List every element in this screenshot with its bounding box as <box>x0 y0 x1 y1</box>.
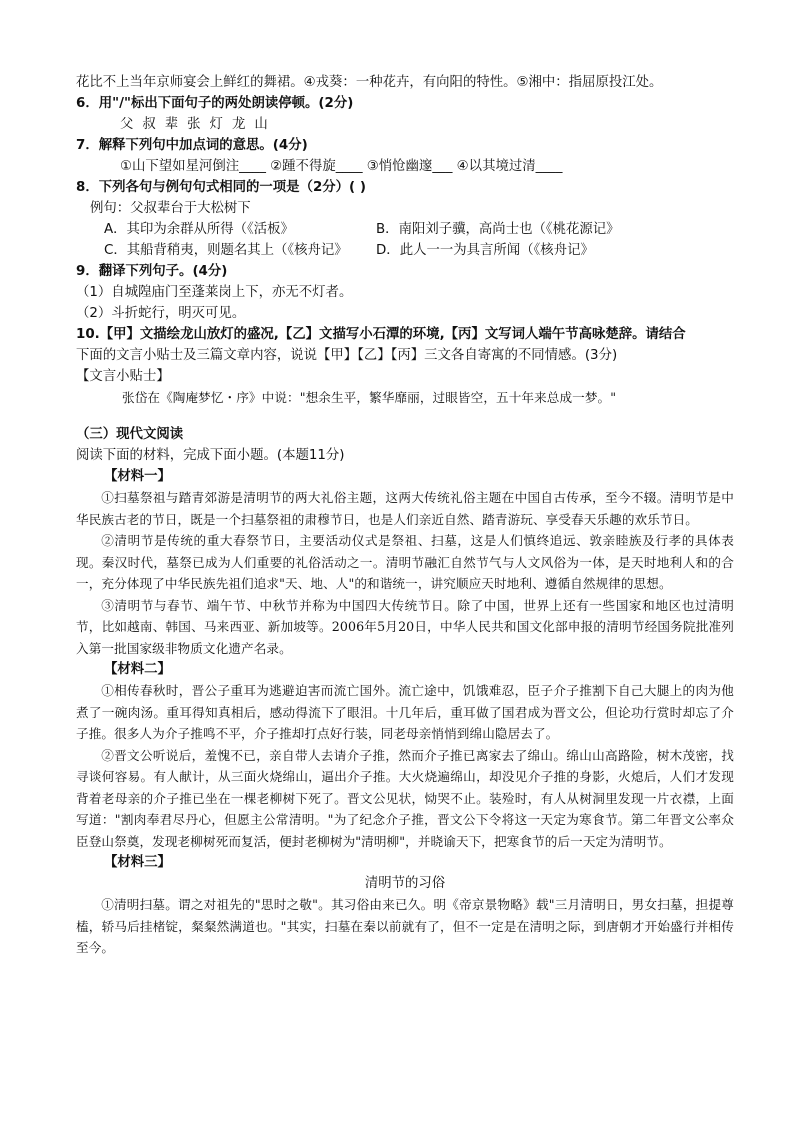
material-1-title: 【材料一】 <box>104 469 171 484</box>
question-9: 9．翻译下列句子。(4分) <box>76 264 228 279</box>
material-2-para-2: ②晋文公听说后，羞愧不已，亲自带人去请介子推，然而介子推已离家去了绵山。绵山山高路险，树木茂密，找寻谈何容易。有人献计，从三面火烧绵山，逼出介子推。大火烧遍绵山，却没见介子推的身影，火熄后，人们才发现背着老母亲的介子推已坐在一棵老柳树下死了。晋文公见状，恸哭不止。装殓时，有人从树洞里发现一片衣襟，上面写道："割肉奉君尽丹心，但愿主公常清明。"为了纪念介子推，晋文公下令将这一天定为寒食节。第二年晋文公率众臣登山祭奠，发现老柳树死而复活，便封老柳树为"清明柳"，并晓谕天下，把寒食节的后一天定为清明节。 <box>76 747 734 849</box>
question-8: 8．下列各句与例句句式相同的一项是（2分）( ) <box>76 180 366 195</box>
material-1-para-3: ③清明节与春节、端午节、中秋节并称为中国四大传统节日。除了中国，世界上还有一些国家和地区也过清明节，比如越南、韩国、马来西亚、新加坡等。2006年5月20日，中华人民共和国文化部申报的清明节经国务院批准列入第一批国家级非物质文化遗产名录。 <box>76 597 734 656</box>
question-8-options-row2 <box>76 240 734 261</box>
tip-text: 张岱在《陶庵梦忆・序》中说："想余生平，繁华靡丽，过眼皆空，五十年来总成一梦。" <box>122 390 617 405</box>
option-a: A．其印为余群从所得（《活板》 <box>104 222 294 237</box>
material-3-para-1: ①清明扫墓。谓之对祖先的"思时之敬"。其习俗由来已久。明《帝京景物略》载"三月清明日，男女扫墓，担提尊榼，轿马后挂楮锭，粲粲然满道也。"其实，扫墓在秦以前就有了，但不一定是在清明之际，到唐朝才开始盛行并相传至今。 <box>76 897 734 955</box>
question-8-example: 例句：父叔辈台于大松树下 <box>90 201 251 216</box>
material-3-heading: 清明节的习俗 <box>364 876 446 891</box>
question-8-options-row1 <box>76 219 734 240</box>
question-7-items: ①山下望如星河倒注____ ②踵不得旋____ ③悄怆幽邃___ ④以其境过清____ <box>120 159 563 174</box>
question-6: 6．用"/"标出下面句子的两处朗读停顿。(2分) <box>76 96 354 111</box>
option-c: C．其船背稍夷，则题名其上（《核舟记》 <box>104 243 348 258</box>
material-2-title: 【材料二】 <box>104 662 171 677</box>
footnote-line: 花比不上当年京师宴会上鲜红的舞裙。④戎葵：一种花卉，有向阳的特性。⑤湘中：指屈原投江处。 <box>76 75 663 90</box>
option-b: B．南阳刘子骥，高尚士也（《桃花源记》 <box>376 222 620 237</box>
material-2-para-1: ①相传春秋时，晋公子重耳为逃避迫害而流亡国外。流亡途中，饥饿难忍，臣子介子推割下自己大腿上的肉为他煮了一碗肉汤。重耳得知真相后，感动得流下了眼泪。十几年后，重耳做了国君成为晋文公，但论功行赏时却忘了介子推。很多人为介子推鸣不平，介子推却打点好行装，同老母亲悄悄到绵山隐居去了。 <box>76 683 734 741</box>
option-d: D．此人一一为具言所闻（《核舟记》 <box>376 243 594 258</box>
material-1-para-1: ①扫墓祭祖与踏青郊游是清明节的两大礼俗主题，这两大传统礼俗主题在中国自古传承，至今不辍。清明节是中华民族古老的节日，既是一个扫墓祭祖的肃穆节日，也是人们亲近自然、踏青游玩、享受春天乐趣的欢乐节日。 <box>76 490 734 527</box>
question-7: 7．解释下列句中加点词的意思。(4分) <box>76 138 308 153</box>
question-10-line1: 10.【甲】文描绘龙山放灯的盛况,【乙】文描写小石潭的环境,【丙】文写词人端午节高咏楚辞。请结合 <box>76 327 686 342</box>
material-3-title: 【材料三】 <box>104 855 171 870</box>
question-9-2: （2）斗折蛇行，明灭可见。 <box>76 306 246 321</box>
section-3-title: （三）现代文阅读 <box>76 427 184 442</box>
section-3-intro: 阅读下面的材料，完成下面小题。(本题11分) <box>76 448 345 463</box>
question-10-line2: 下面的文言小贴士及三篇文章内容，说说【甲】【乙】【丙】三文各自寄寓的不同情感。(3分) <box>76 348 618 363</box>
tip-title: 【文言小贴士】 <box>76 369 170 384</box>
question-6-sentence: 父叔辈张灯龙山 <box>120 117 277 132</box>
material-1-para-2: ②清明节是传统的重大春祭节日，主要活动仪式是祭祖、扫墓，这是人们慎终追远、敦亲睦族及行孝的具体表现。秦汉时代，墓祭已成为人们重要的礼俗活动之一。清明节融汇自然节气与人文风俗为一体，是天时地利人和的合一，充分体现了中华民族先祖们追求"天、地、人"的和谐统一，讲究顺应天时地利、遵循自然规律的思想。 <box>76 533 734 591</box>
question-9-1: （1）自城隍庙门至蓬莱岗上下，亦无不灯者。 <box>76 285 353 300</box>
